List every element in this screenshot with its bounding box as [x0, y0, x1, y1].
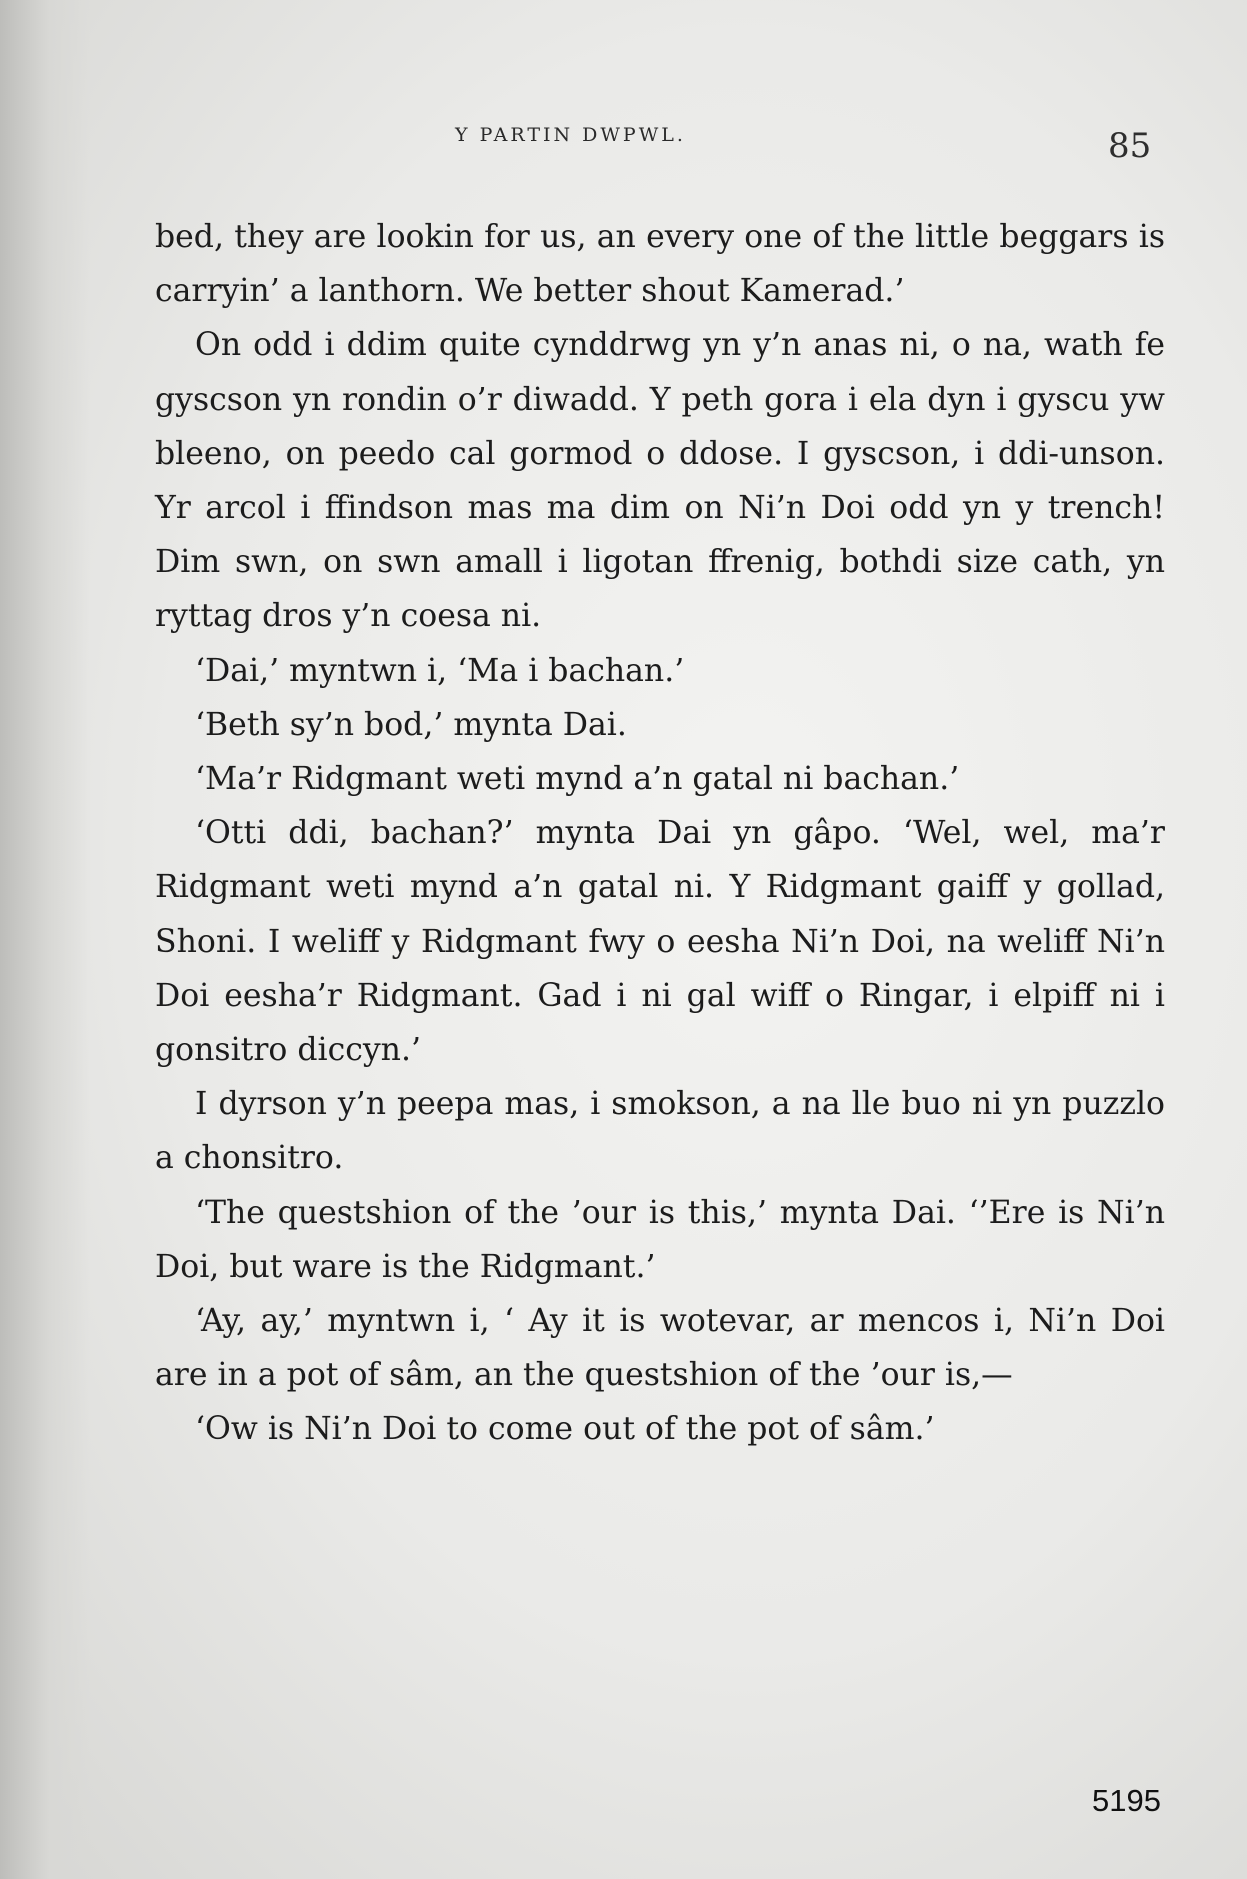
binding-shadow [0, 0, 90, 1879]
paragraph: ‘Ma’r Ridgmant weti mynd a’n gatal ni bachan.’ [195, 761, 960, 798]
body-text [155, 210, 1165, 1457]
paragraph: ‘Dai,’ myntwn i, ‘Ma i bachan.’ [195, 652, 685, 689]
paragraph: ‘Beth sy’n bod,’ mynta Dai. [195, 706, 627, 743]
paragraph: I dyrson y’n peepa mas, i smokson, a na lle buo ni yn puzzlo a chonsitro. [155, 1086, 1165, 1177]
page-number: 85 [1108, 126, 1152, 166]
paragraph: ‘Ow is Ni’n Doi to come out of the pot of sâm.’ [195, 1411, 935, 1448]
paragraph: ‘Ay, ay,’ myntwn i, ‘ Ay it is wotevar, ar mencos i, Ni’n Doi are in a pot of sâm, an the questshion of the ’our is,— [155, 1303, 1165, 1394]
paragraph: On odd i ddim quite cynddrwg yn y’n anas ni, o na, wath fe gyscson yn rondin o’r diwadd. Y peth gora i ela dyn i gyscu yw bleeno, on peedo cal gormod o ddose. I gyscson, i ddi-unson. Yr arcol i ffindson mas ma dim on Ni’n Doi odd yn y trench! Dim swn, on swn amall i ligotan ffrenig, bothdi size cath, yn ryttag dros y’n coesa ni. [155, 327, 1165, 635]
catalog-number: 5195 [1092, 1783, 1161, 1818]
paragraph: ‘The questshion of the ’our is this,’ mynta Dai. ‘’Ere is Ni’n Doi, but ware is the Ridgmant.’ [155, 1194, 1165, 1285]
paragraph: bed, they are lookin for us, an every one of the little beggars is carryin’ a lanthorn. We better shout Kamerad.’ [155, 219, 1165, 310]
paragraph: ‘Otti ddi, bachan?’ mynta Dai yn gâpo. ‘Wel, wel, ma’r Ridgmant weti mynd a’n gatal ni. Y Ridgmant gaiff y gollad, Shoni. I weliff y Ridgmant fwy o eesha Ni’n Doi, na weliff Ni’n Doi eesha’r Ridgmant. Gad i ni gal wiff o Ringar, i elpiff ni i gonsitro diccyn.’ [155, 815, 1165, 1069]
running-head: Y PARTIN DWPWL. [455, 124, 686, 146]
